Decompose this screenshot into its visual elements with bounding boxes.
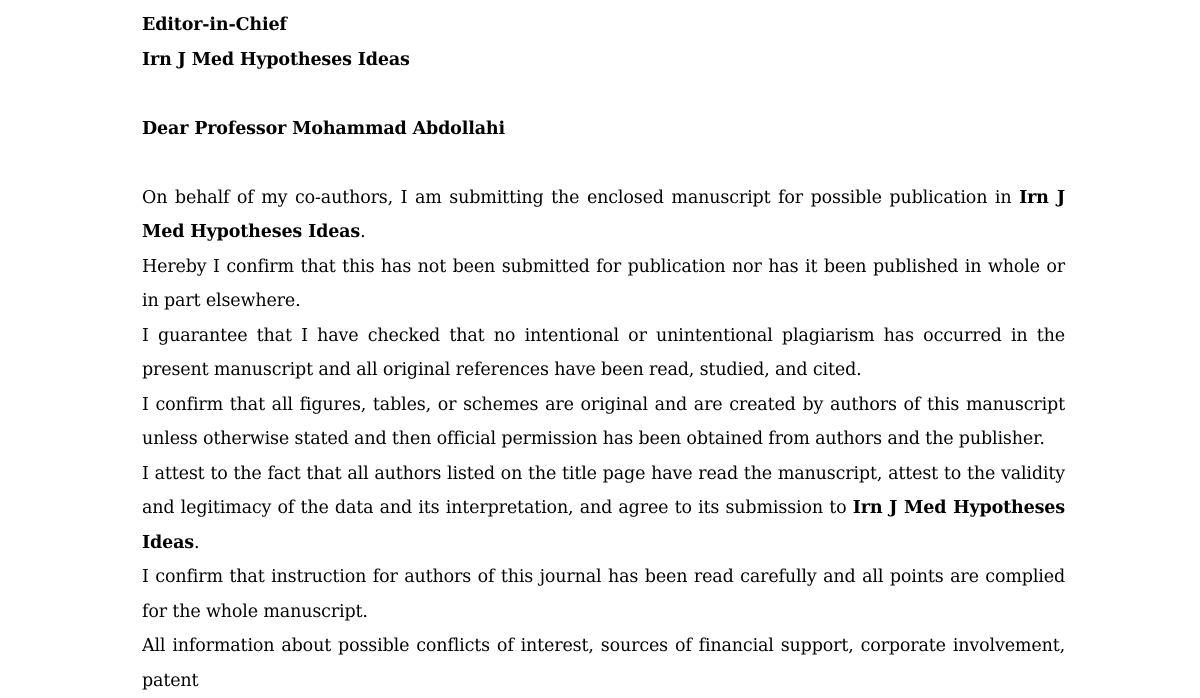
spacer xyxy=(142,146,1065,181)
paragraph-text: On behalf of my co-authors, I am submitting the enclosed manuscript for possible publication in xyxy=(142,187,1020,208)
paragraph-punctuation: . xyxy=(360,222,366,242)
spacer xyxy=(142,77,1065,112)
letter-body xyxy=(142,8,1065,698)
paragraph-not-published: Hereby I confirm that this has not been submitted for publication nor has it been published in whole or in part elsewhere. xyxy=(142,256,1065,311)
journal-name-bold: Irn J Med Hypotheses Ideas xyxy=(142,498,1065,553)
journal-name-bold: Irn J Med Hypotheses Ideas xyxy=(142,187,1065,242)
paragraph-submission xyxy=(142,181,1065,250)
paragraph-instructions: I confirm that instruction for authors of this journal has been read carefully and all points are complied for the whole manuscript. xyxy=(142,567,1065,622)
paragraph-figures: I confirm that all figures, tables, or schemes are original and are created by authors of this manuscript unless otherwise stated and then official permission has been obtained from authors and the publisher. xyxy=(142,394,1065,449)
paragraph-conflicts: All information about possible conflicts of interest, sources of financial support, corporate involvement, patent xyxy=(142,636,1065,691)
recipient-title: Editor-in-Chief xyxy=(142,15,287,35)
salutation: Dear Professor Mohammad Abdollahi xyxy=(142,118,505,139)
paragraph-plagiarism: I guarantee that I have checked that no intentional or unintentional plagiarism has occurred in the present manuscript and all original references have been read, studied, and cited. xyxy=(142,325,1065,380)
recipient-journal: Irn J Med Hypotheses Ideas xyxy=(142,49,410,70)
paragraph-punctuation: . xyxy=(194,532,200,553)
paragraph-text: I attest to the fact that all authors listed on the title page have read the manuscript, attest to the validity and legitimacy of the data and its interpretation, and agree to its submission to xyxy=(142,463,1065,518)
paragraph-attest xyxy=(142,457,1065,561)
